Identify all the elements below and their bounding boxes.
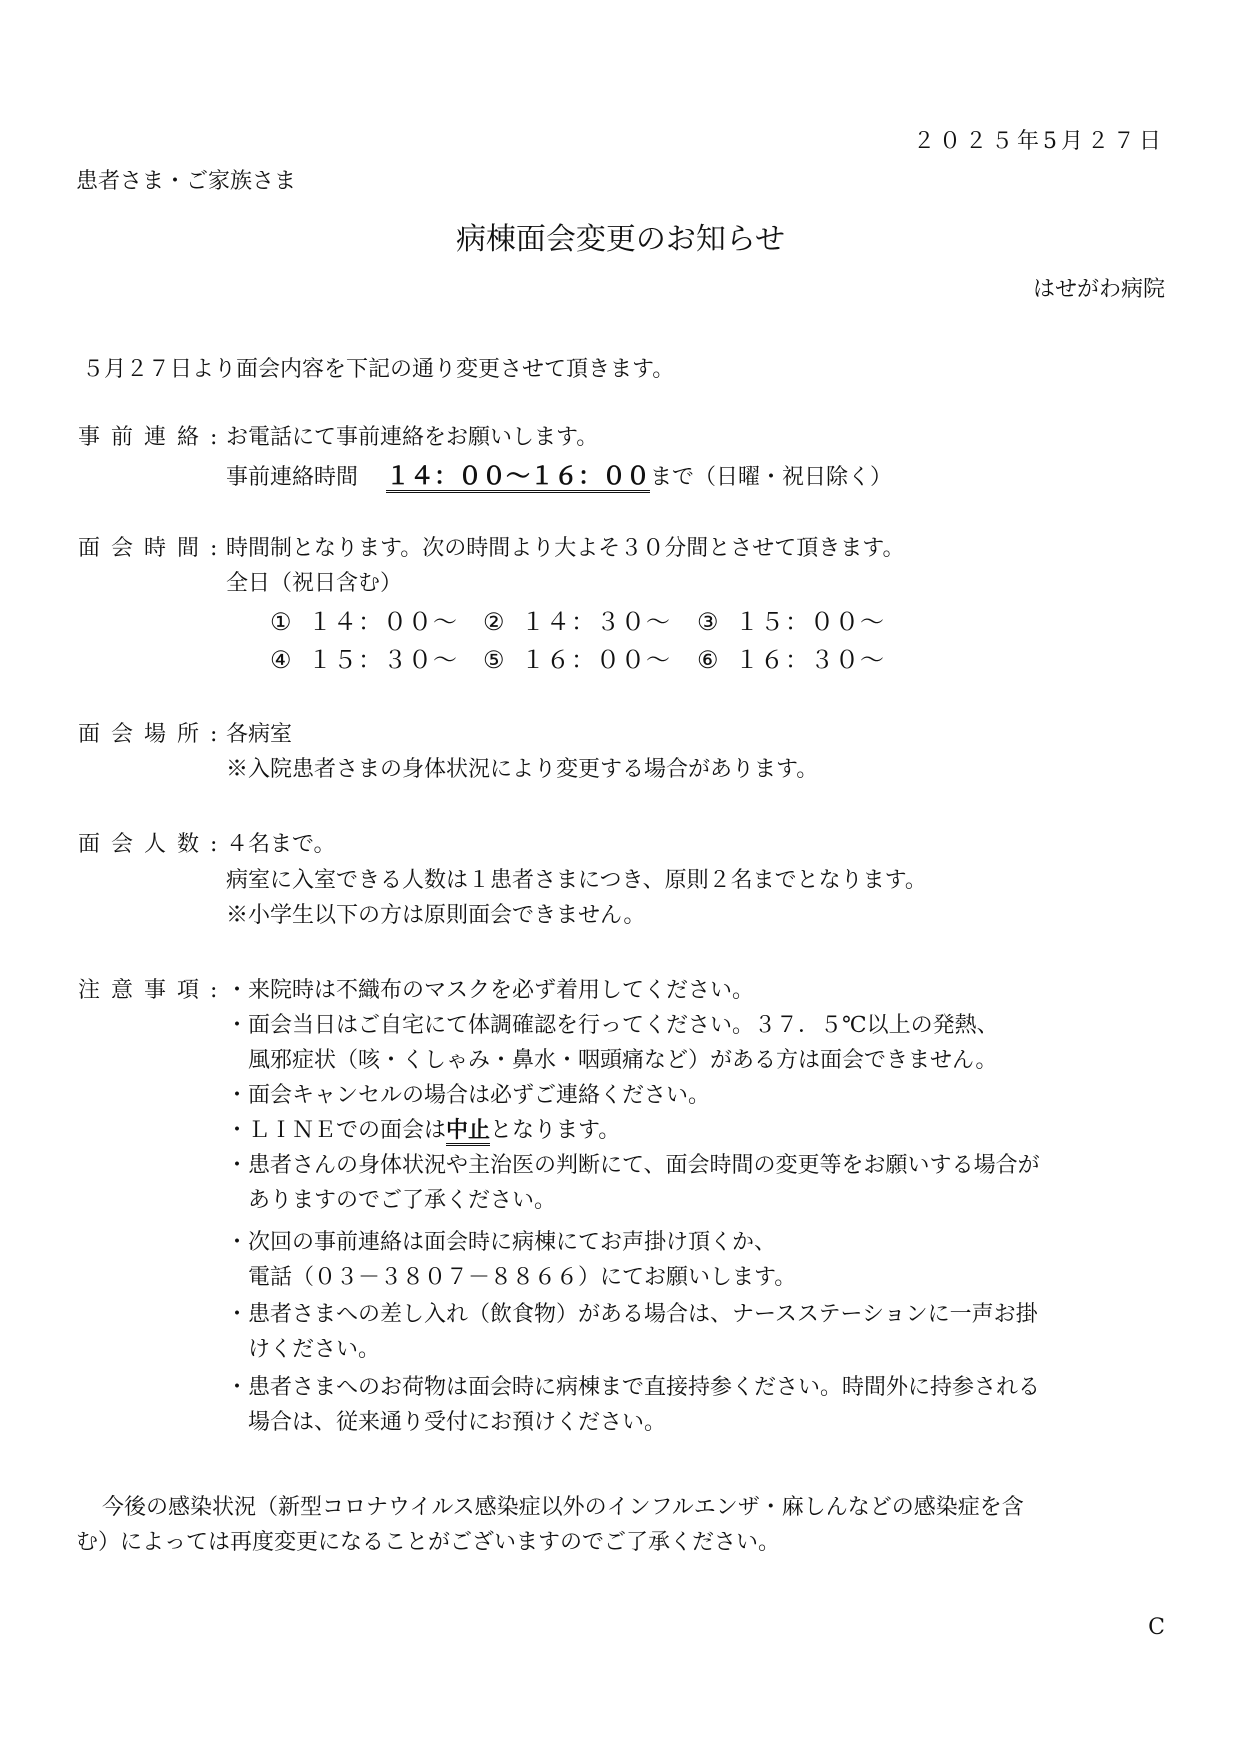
visiting-place-line2: ※入院患者さまの身体状況により変更する場合があります。 [226,757,819,782]
footnote-mark: C [1148,1615,1165,1640]
notes-item-7a: ・患者さまへの差し入れ（飲食物）がある場合は、ナースステーションに一声お掛 [226,1302,1038,1327]
slot-6: ⑥ １６：３０～ [697,646,885,674]
notes-item-4 [226,1113,620,1144]
slot-5: ⑤ １６：００～ [483,646,671,674]
visitor-count-line2: 病室に入室できる人数は１患者さまにつき、原則２名までとなります。 [226,868,927,893]
notes-item-5a: ・患者さんの身体状況や主治医の判断にて、面会時間の変更等をお願いする場合が [226,1153,1040,1178]
notes-label: 注 意 事 項 : [78,978,220,1003]
advance-contact-time-prefix: 事前連絡時間 [226,465,359,490]
visiting-place-line1: 各病室 [226,722,293,747]
slot-3: ③ １５：００～ [697,608,885,636]
slot-2: ② １４：３０～ [483,608,671,636]
slot-1: ① １４：００～ [270,608,458,636]
notes-item-6b: 電話（０３－３８０７－８８６６）にてお願いします。 [248,1265,797,1290]
visitor-count-line3: ※小学生以下の方は原則面会できません。 [226,903,646,928]
intro-text: ５月２７日より面会内容を下記の通り変更させて頂きます。 [82,357,675,382]
notes-item-2a: ・面会当日はご自宅にて体調確認を行ってください。３７．５℃以上の発熱、 [226,1013,999,1038]
notes-item-8b: 場合は、従来通り受付にお預けください。 [248,1410,667,1435]
organization-name: はせがわ病院 [1032,277,1165,302]
notes-item-4-prefix: ・ＬＩＮＥでの面会は [226,1118,447,1143]
page-title: 病棟面会変更のお知らせ [455,222,786,257]
notes-item-2b: 風邪症状（咳・くしゃみ・鼻水・咽頭痛など）がある方は面会できません。 [248,1048,998,1073]
closing-line-2: む）によっては再度変更になることがございますのでご了承ください。 [76,1530,781,1555]
notes-item-1: ・来院時は不織布のマスクを必ず着用してください。 [226,978,755,1003]
notes-item-7b: けください。 [248,1337,381,1362]
closing-line-1: 今後の感染状況（新型コロナウイルス感染症以外のインフルエンザ・麻しんなどの感染症を含 [102,1495,1024,1520]
notes-item-4-suffix: となります。 [490,1118,621,1143]
advance-contact-time-range: １４：００～１６：００ [386,462,650,493]
visiting-hours-label: 面 会 時 間 : [78,536,220,561]
advance-contact-time [226,456,892,491]
document-date: ２０２５年5月２７日 [913,129,1165,154]
visitor-count-label: 面 会 人 数 : [78,832,220,857]
notes-item-6a: ・次回の事前連絡は面会時に病棟にてお声掛け頂くか、 [226,1230,777,1255]
visiting-place-label: 面 会 場 所 : [78,722,220,747]
advance-contact-label: 事 前 連 絡 : [78,425,220,450]
notes-item-4-emphasis: 中止 [446,1117,490,1146]
addressee: 患者さま・ご家族さま [76,169,297,194]
notes-item-3: ・面会キャンセルの場合は必ずご連絡ください。 [226,1083,711,1108]
visitor-count-line1: ４名まで。 [226,832,336,857]
notes-item-5b: ありますのでご了承ください。 [248,1188,557,1213]
advance-contact-line1: お電話にて事前連絡をお願いします。 [226,425,599,450]
visiting-hours-line2: 全日（祝日含む） [226,571,403,596]
advance-contact-time-suffix: まで（日曜・祝日除く） [650,465,893,490]
slot-4: ④ １５：３０～ [270,646,458,674]
visiting-hours-line1: 時間制となります。次の時間より大よそ３０分間とさせて頂きます。 [226,536,905,561]
notes-item-8a: ・患者さまへのお荷物は面会時に病棟まで直接持参ください。時間外に持参される [226,1375,1041,1400]
